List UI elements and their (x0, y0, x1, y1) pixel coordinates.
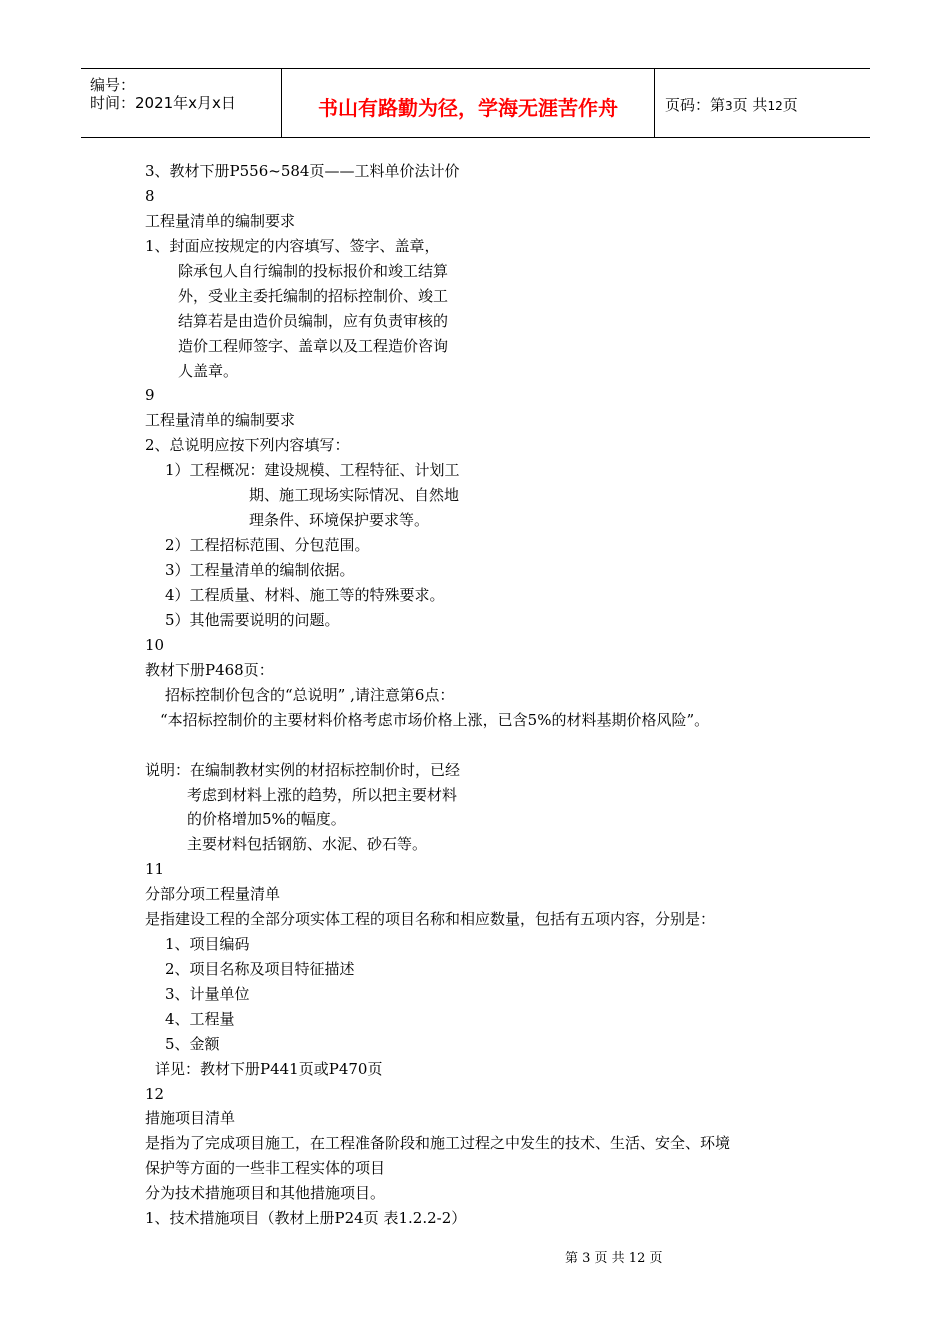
list-item: 4、工程量 (165, 1010, 235, 1028)
body-line: 3、教材下册P556~584页——工料单价法计价 (145, 162, 460, 180)
body-line: 造价工程师签字、盖章以及工程造价咨询 (178, 337, 449, 355)
header-motto-cell (282, 69, 655, 137)
section-heading: 工程量清单的编制要求 (145, 411, 296, 429)
body-line: 考虑到材料上涨的趋势，所以把主要材料 (187, 786, 458, 804)
body-line: 招标控制价包含的“总说明” ,请注意第6点： (165, 686, 455, 704)
body-line: 说明：在编制教材实例的材招标控制价时，已经 (145, 761, 461, 779)
body-line: 的价格增加5%的幅度。 (187, 810, 346, 828)
body-line: 是指建设工程的全部分项实体工程的项目名称和相应数量，包括有五项内容，分别是： (145, 910, 716, 928)
body-line: 5）其他需要说明的问题。 (165, 611, 340, 629)
page-current: 3 (725, 98, 733, 113)
page-indicator (665, 94, 798, 115)
list-item: 1、项目编码 (165, 935, 250, 953)
body-line: 理条件、环境保护要求等。 (249, 511, 430, 529)
number-label: 编号： (90, 76, 136, 94)
body-line: 2）工程招标范围、分包范围。 (165, 536, 370, 554)
section-heading: 分部分项工程量清单 (145, 885, 281, 903)
time-label: 时间：2021年x月x日 (90, 94, 236, 112)
body-line: 人盖章。 (178, 362, 239, 380)
body-line: 1、技术措施项目（教材上册P24页 表1.2.2-2） (145, 1209, 467, 1227)
page-header (81, 68, 870, 138)
body-line: 4）工程质量、材料、施工等的特殊要求。 (165, 586, 445, 604)
page-total: 12 (767, 98, 783, 113)
body-line: 1、封面应按规定的内容填写、签字、盖章， (145, 237, 440, 255)
list-item: 2、项目名称及项目特征描述 (165, 960, 355, 978)
section-number: 9 (145, 386, 155, 404)
page-suffix: 页 (782, 95, 798, 114)
page-mid: 页 共 (732, 95, 768, 114)
body-line: “本招标控制价的主要材料价格考虑市场价格上涨，已含5%的材料基期价格风险”。 (160, 711, 710, 729)
body-line: 详见：教材下册P441页或P470页 (155, 1060, 383, 1078)
header-page-cell (655, 69, 870, 137)
section-number: 12 (145, 1085, 165, 1103)
body-line: 3）工程量清单的编制依据。 (165, 561, 355, 579)
body-line: 1）工程概况：建设规模、工程特征、计划工 (165, 461, 460, 479)
body-line: 主要材料包括钢筋、水泥、砂石等。 (187, 835, 428, 853)
header-info-cell (81, 69, 282, 137)
page-prefix: 页码：第 (665, 95, 726, 114)
body-line: 分为技术措施项目和其他措施项目。 (145, 1184, 386, 1202)
section-heading: 教材下册P468页： (145, 661, 274, 679)
body-line: 结算若是由造价员编制，应有负责审核的 (178, 312, 449, 330)
section-heading: 工程量清单的编制要求 (145, 212, 296, 230)
body-line: 期、施工现场实际情况、自然地 (249, 486, 460, 504)
body-line: 是指为了完成项目施工，在工程准备阶段和施工过程之中发生的技术、生活、安全、环境 (145, 1134, 731, 1152)
section-number: 8 (145, 187, 155, 205)
list-item: 5、金额 (165, 1035, 220, 1053)
list-item: 3、计量单位 (165, 985, 250, 1003)
body-line: 保护等方面的一些非工程实体的项目 (145, 1159, 386, 1177)
motto-text: 书山有路勤为径，学海无涯苦作舟 (318, 95, 618, 120)
section-number: 11 (145, 860, 165, 878)
section-heading: 措施项目清单 (145, 1109, 236, 1127)
body-line: 除承包人自行编制的投标报价和竣工结算 (178, 262, 449, 280)
body-line: 外，受业主委托编制的招标控制价、竣工 (178, 287, 449, 305)
page-footer: 第 3 页 共 12 页 (565, 1251, 663, 1266)
body-line: 2、总说明应按下列内容填写： (145, 436, 350, 454)
section-number: 10 (145, 636, 165, 654)
